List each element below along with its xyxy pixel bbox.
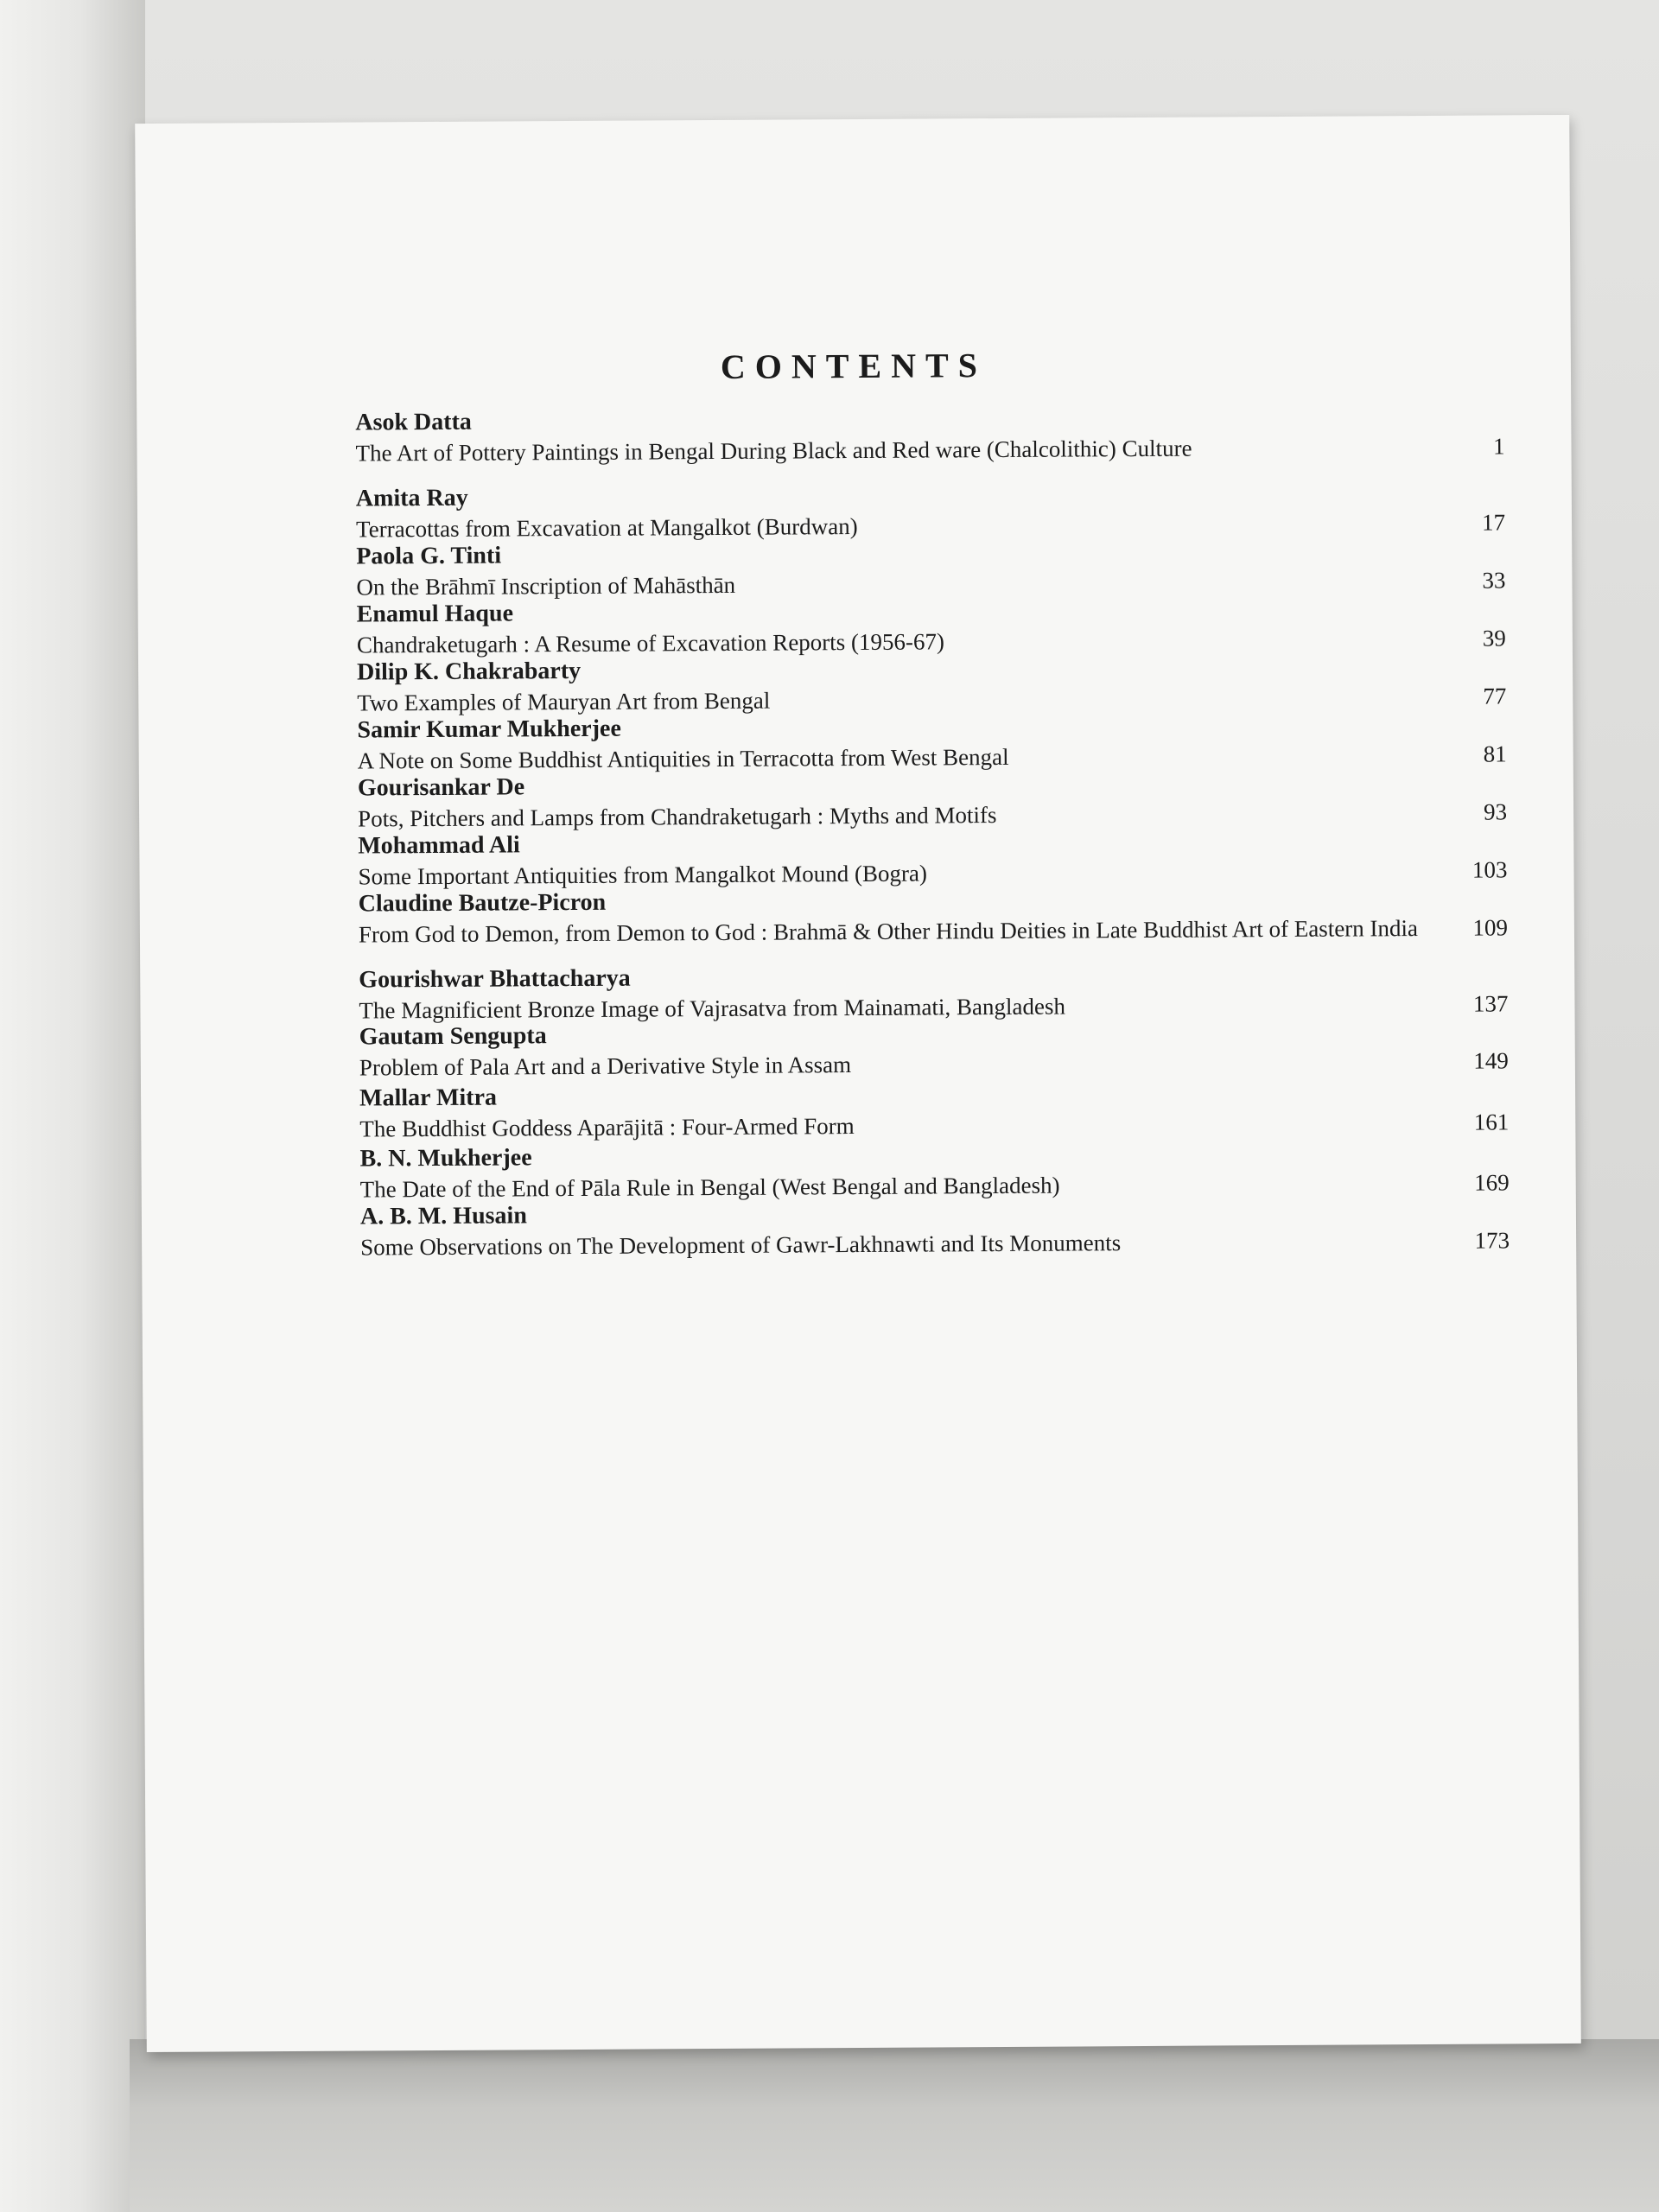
- entry-title: A Note on Some Buddhist Antiquities in Terracotta from West Bengal: [357, 743, 1009, 774]
- entry-title: From God to Demon, from Demon to God : Brahmā & Other Hindu Deities in Late Buddhist Art of Eastern India: [358, 915, 1419, 948]
- entry-title: Pots, Pitchers and Lamps from Chandraketugarh : Myths and Motifs: [358, 802, 997, 832]
- entry-author: Mallar Mitra: [359, 1084, 498, 1112]
- entry-page-number: 161: [1473, 1109, 1510, 1135]
- facing-page-edge: [0, 0, 145, 2212]
- entry-page-number: 93: [1484, 798, 1508, 825]
- entry-page-number: 33: [1482, 567, 1506, 594]
- toc-entry: [359, 1076, 1509, 1144]
- entry-title: Some Observations on The Development of Gawr-Lakhnawti and Its Monuments: [360, 1230, 1122, 1261]
- toc-entry: [355, 400, 1504, 468]
- entry-author: Amita Ray: [355, 484, 468, 512]
- entry-page-number: 77: [1483, 683, 1507, 709]
- entry-title: On the Brāhmī Inscription of Mahāsthān: [356, 571, 736, 601]
- entry-author: Enamul Haque: [356, 600, 514, 628]
- entry-title: Chandraketugarh : A Resume of Excavation Reports (1956-67): [356, 628, 945, 658]
- entry-title: The Date of the End of Pāla Rule in Bengal (West Bengal and Bangladesh): [359, 1172, 1060, 1203]
- entry-title: Problem of Pala Art and a Derivative Style in Assam: [359, 1052, 852, 1081]
- entry-author: Gautam Sengupta: [359, 1022, 547, 1051]
- toc-entry: [359, 881, 1508, 950]
- entry-page-number: 1: [1492, 433, 1505, 460]
- entry-author: Asok Datta: [355, 408, 472, 436]
- entry-title-wrap: [360, 1225, 1510, 1262]
- entry-title-wrap: [355, 431, 1504, 468]
- entry-page-number: 39: [1482, 625, 1506, 652]
- entry-page-number: 81: [1483, 741, 1507, 767]
- entry-title: The Buddhist Goddess Aparājitā : Four-Armed Form: [359, 1113, 855, 1142]
- entry-page-number: 137: [1472, 990, 1509, 1017]
- entry-title: Some Important Antiquities from Mangalkot Mound (Bogra): [358, 860, 928, 890]
- entry-author: Gourishwar Bhattacharya: [359, 964, 631, 994]
- toc-entry: [359, 1014, 1509, 1083]
- entry-page-number: 149: [1473, 1047, 1509, 1074]
- entry-author: Paola G. Tinti: [356, 542, 502, 570]
- entry-title: Terracottas from Excavation at Mangalkot (Burdwan): [355, 512, 858, 543]
- entry-page-number: 17: [1481, 509, 1506, 536]
- entry-page-number: 173: [1474, 1227, 1510, 1254]
- entry-page-number: 103: [1471, 856, 1508, 883]
- page-title: CONTENTS: [720, 346, 988, 386]
- entry-author: Dilip K. Chakrabarty: [356, 657, 582, 686]
- entry-author: Claudine Bautze-Picron: [358, 888, 607, 918]
- entry-author: A. B. M. Husain: [359, 1202, 527, 1230]
- entry-author: Samir Kumar Mukherjee: [357, 715, 621, 744]
- entry-title: Two Examples of Mauryan Art from Bengal: [357, 687, 771, 716]
- entry-page-number: 109: [1472, 914, 1509, 941]
- entry-title-wrap: [359, 912, 1508, 950]
- table-shadow: [130, 2039, 1659, 2212]
- entry-page-number: 169: [1474, 1169, 1510, 1196]
- entry-title: The Magnificient Bronze Image of Vajrasatva from Mainamati, Bangladesh: [359, 993, 1066, 1024]
- entry-author: Gourisankar De: [357, 773, 525, 802]
- toc-entry: [360, 1194, 1510, 1262]
- entry-author: B. N. Mukherjee: [359, 1144, 532, 1173]
- book-page: [135, 115, 1581, 2052]
- entry-title: The Art of Pottery Paintings in Bengal During Black and Red ware (Chalcolithic) Culture: [355, 435, 1192, 467]
- entry-author: Mohammad Ali: [358, 831, 520, 860]
